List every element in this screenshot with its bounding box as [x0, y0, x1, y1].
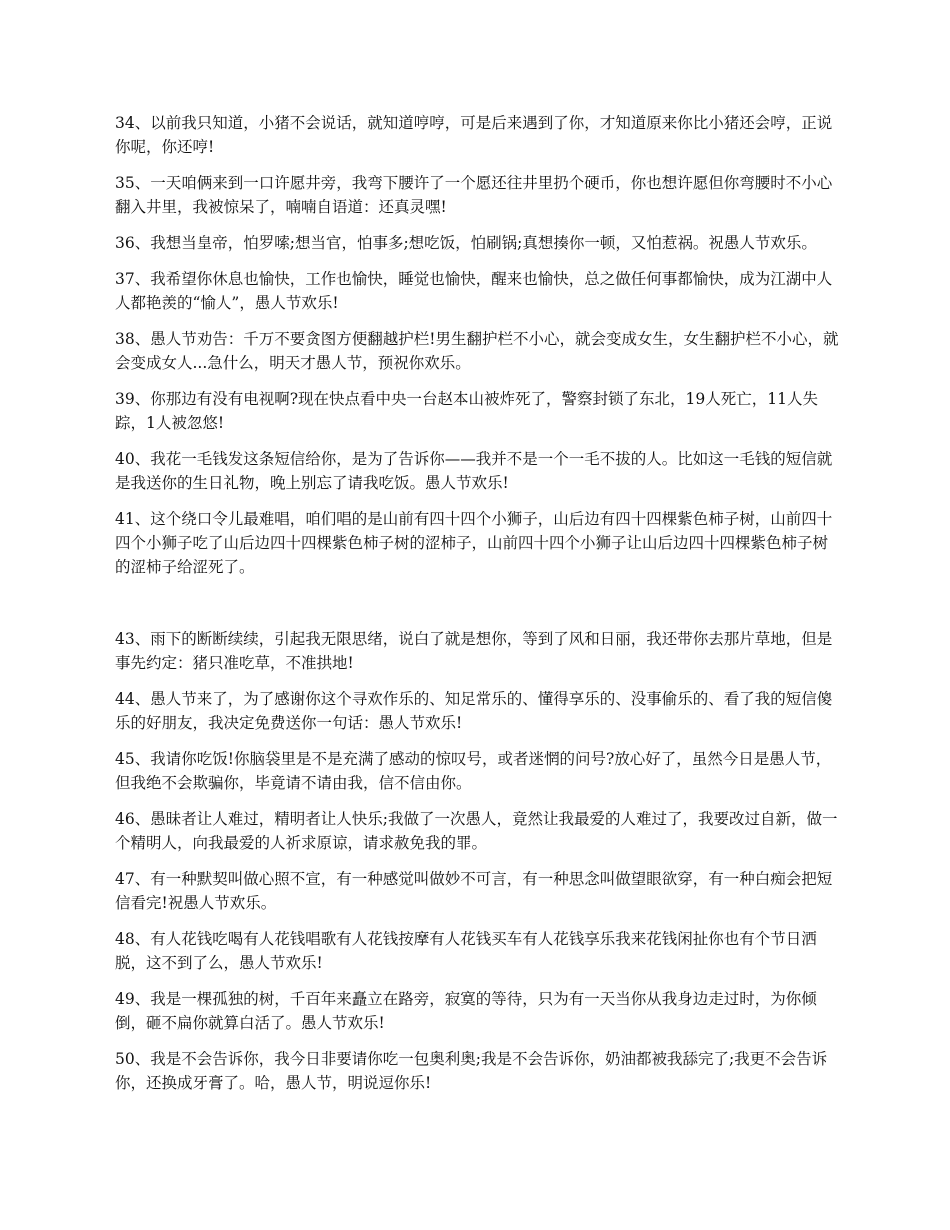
section-gap [115, 591, 840, 627]
paragraph-43: 43、雨下的断断续续，引起我无限思绪，说白了就是想你，等到了风和日丽，我还带你去那片草地，但是事先约定：猪只准吃草，不准拱地! [115, 630, 833, 672]
paragraph-45: 45、我请你吃饭!你脑袋里是不是充满了感动的惊叹号，或者迷惘的问号?放心好了，虽然今日是愚人节，但我绝不会欺骗你，毕竟请不请由我，信不信由你。 [115, 750, 832, 792]
paragraph-40: 40、我花一毛钱发这条短信给你，是为了告诉你——我并不是一个一毛不拔的人。比如这一毛钱的短信就是我送你的生日礼物，晚上别忘了请我吃饭。愚人节欢乐! [115, 450, 833, 492]
paragraph-48: 48、有人花钱吃喝有人花钱唱歌有人花钱按摩有人花钱买车有人花钱享乐我来花钱闲扯你也有个节日洒脱，这不到了么，愚人节欢乐! [115, 930, 817, 972]
document-body [115, 111, 840, 1107]
paragraph-38: 38、愚人节劝告：千万不要贪图方便翻越护栏!男生翻护栏不小心，就会变成女生，女生翻护栏不小心，就会变成女人...急什么，明天才愚人节，预祝你欢乐。 [115, 330, 839, 372]
paragraph-37: 37、我希望你休息也愉快，工作也愉快，睡觉也愉快，醒来也愉快，总之做任何事都愉快，成为江湖中人人都艳羡的“愉人”，愚人节欢乐! [115, 270, 833, 312]
paragraph-35: 35、一天咱俩来到一口许愿井旁，我弯下腰许了一个愿还往井里扔个硬币，你也想许愿但你弯腰时不小心翻入井里，我被惊呆了，喃喃自语道：还真灵嘿! [115, 174, 833, 216]
paragraph-46: 46、愚昧者让人难过，精明者让人快乐;我做了一次愚人，竟然让我最爱的人难过了，我要改过自新，做一个精明人，向我最爱的人祈求原谅，请求赦免我的罪。 [115, 810, 838, 852]
paragraph-36: 36、我想当皇帝，怕罗嗦;想当官，怕事多;想吃饭，怕刷锅;真想揍你一顿，又怕惹祸。祝愚人节欢乐。 [115, 234, 817, 252]
paragraph-47: 47、有一种默契叫做心照不宣，有一种感觉叫做妙不可言，有一种思念叫做望眼欲穿，有一种白痴会把短信看完!祝愚人节欢乐。 [115, 870, 833, 912]
paragraph-39: 39、你那边有没有电视啊?现在快点看中央一台赵本山被炸死了，警察封锁了东北，19人死亡，11人失踪，1人被忽悠! [115, 390, 818, 432]
paragraph-49: 49、我是一棵孤独的树，千百年来矗立在路旁，寂寞的等待，只为有一天当你从我身边走过时，为你倾倒，砸不扁你就算白活了。愚人节欢乐! [115, 990, 817, 1032]
paragraph-34: 34、以前我只知道，小猪不会说话，就知道哼哼，可是后来遇到了你，才知道原来你比小猪还会哼，正说你呢，你还哼! [115, 114, 833, 156]
paragraph-50: 50、我是不会告诉你，我今日非要请你吃一包奥利奥;我是不会告诉你，奶油都被我舔完了;我更不会告诉你，还换成牙膏了。哈，愚人节，明说逗你乐! [115, 1050, 828, 1092]
paragraph-44: 44、愚人节来了，为了感谢你这个寻欢作乐的、知足常乐的、懂得享乐的、没事偷乐的、看了我的短信傻乐的好朋友，我决定免费送你一句话：愚人节欢乐! [115, 690, 833, 732]
paragraph-41: 41、这个绕口令儿最难唱，咱们唱的是山前有四十四个小狮子，山后边有四十四棵紫色柿子树，山前四十四个小狮子吃了山后边四十四棵紫色柿子树的涩柿子，山前四十四个小狮子让山后边四十四棵紫色柿子树的涩柿子给涩死了。 [115, 510, 833, 576]
